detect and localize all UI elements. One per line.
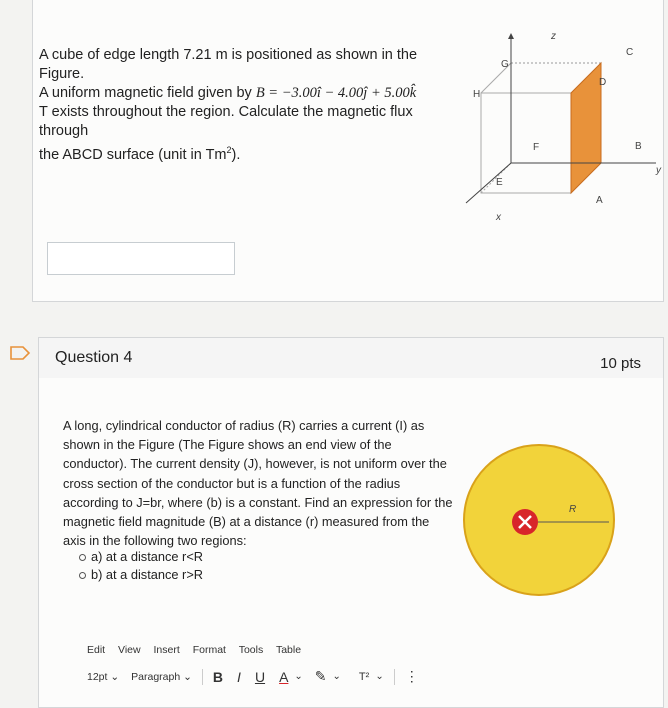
chevron-down-icon[interactable]: ⌄ [294, 671, 303, 682]
flag-shape [11, 347, 29, 359]
label-x: x [496, 212, 501, 223]
label-c: C [626, 47, 634, 58]
text-line-4b: ). [231, 146, 241, 163]
conductor-figure [461, 458, 623, 620]
chevron-down-icon[interactable]: ⌄ [375, 671, 384, 682]
text-line-1: A cube of edge length 7.21 m is positioned as shown in the Figure. [39, 47, 418, 82]
answer-input[interactable] [47, 242, 235, 275]
label-g: G [501, 59, 509, 70]
cube-figure [451, 25, 661, 225]
flag-question-icon[interactable] [10, 346, 30, 360]
label-z: z [551, 31, 556, 42]
menu-table[interactable]: Table [275, 644, 302, 656]
menu-view[interactable]: View [118, 644, 141, 656]
italic-button[interactable]: I [237, 668, 241, 685]
menu-insert[interactable]: Insert [153, 644, 180, 656]
text-color-button[interactable]: A [279, 668, 289, 685]
abcd-face [571, 63, 601, 193]
superscript-button[interactable]: T² [358, 670, 370, 683]
label-y: y [656, 165, 661, 176]
question-text: A long, cylindrical conductor of radius (R) carries a current (I) as shown in the Figure (The Figure shows an end view of the conductor). The current density (J), however, is not uniform over the cross section of the conductor but is a function of the radius according to J=br, where (b) is a constant. Find an expression for the magnetic field magnitude (B) at a distance (r) measured from the axis in the following two regions: [63, 418, 453, 549]
magnetic-field-formula: B = −3.00î − 4.00ĵ + 5.00k̂ [255, 85, 417, 101]
label-e: E [496, 177, 503, 188]
menu-format[interactable]: Format [192, 644, 226, 656]
bold-button[interactable]: B [212, 668, 224, 685]
label-h: H [473, 89, 481, 100]
block-format-value: Paragraph [131, 670, 181, 683]
question-4-body [38, 378, 664, 708]
subpart-b: b) at a distance r>R [79, 566, 203, 584]
font-size-value: 12pt [87, 670, 108, 683]
toolbar-divider [394, 669, 395, 685]
label-radius: R [569, 504, 577, 515]
text-line-3: T exists throughout the region. Calculate the magnetic flux through [39, 104, 413, 139]
previous-question-panel [32, 0, 664, 302]
label-f: F [533, 142, 540, 153]
more-options-icon[interactable]: ⋮ [404, 668, 419, 684]
previous-question-text [39, 46, 459, 165]
editor-menu-bar [87, 644, 311, 656]
menu-edit[interactable]: Edit [87, 644, 106, 656]
question-points: 10 pts [600, 355, 641, 372]
label-a: A [596, 195, 603, 206]
text-line-4 [39, 141, 459, 165]
x-axis [466, 163, 511, 203]
question-4-header [38, 337, 664, 379]
z-arrow-icon [508, 33, 514, 39]
block-format-select[interactable]: Paragraph ⌄ [131, 670, 192, 683]
font-size-select[interactable]: 12pt ⌄ [87, 670, 120, 683]
conductor-cross-section [464, 445, 614, 595]
text-line-2a: A uniform magnetic field given by [39, 85, 252, 101]
unit-power: 2 [226, 145, 232, 155]
chevron-down-icon[interactable]: ⌄ [332, 671, 341, 682]
toolbar-divider [202, 669, 203, 685]
question-subparts [79, 548, 203, 584]
label-b: B [635, 141, 642, 152]
subpart-a: a) at a distance r<R [79, 548, 203, 566]
label-d: D [599, 77, 607, 88]
underline-button[interactable]: U [254, 668, 266, 685]
question-title: Question 4 [55, 349, 133, 366]
text-line-4a: the ABCD surface (unit in Tm [39, 146, 227, 163]
menu-tools[interactable]: Tools [238, 644, 264, 656]
highlight-color-icon[interactable]: ✎ [314, 668, 327, 684]
text-line-2 [39, 84, 459, 103]
editor-toolbar [87, 668, 419, 685]
